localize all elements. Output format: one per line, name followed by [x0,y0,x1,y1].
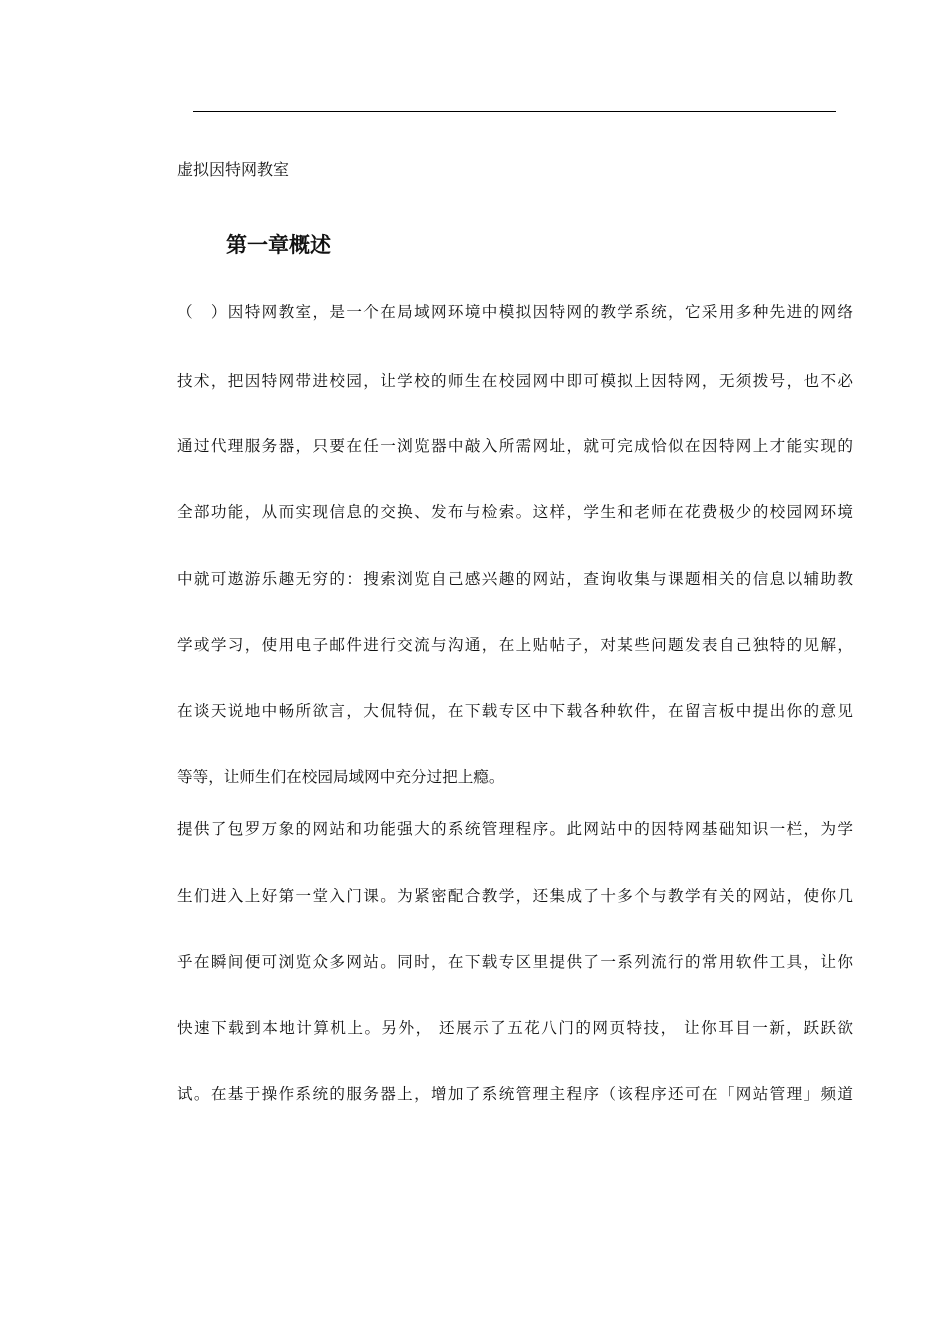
paragraph-line: 学或学习，使用电子邮件进行交流与沟通，在上贴帖子，对某些问题发表自己独特的见解， [177,636,853,654]
paragraph-line: 快速下载到本地计算机上。另外， 还展示了五花八门的网页特技， 让你耳目一新，跃跃欲 [177,1019,853,1037]
paragraph-line: （ ）因特网教室，是一个在局域网环境中模拟因特网的教学系统，它采用多种先进的网络 [177,303,853,321]
document-header-label: 虚拟因特网教室 [177,160,290,179]
paragraph-line: 提供了包罗万象的网站和功能强大的系统管理程序。此网站中的因特网基础知识一栏，为学 [177,820,853,838]
paragraph-line: 乎在瞬间便可浏览众多网站。同时，在下载专区里提供了一系列流行的常用软件工具，让你 [177,953,853,971]
paragraph-line: 通过代理服务器，只要在任一浏览器中敲入所需网址，就可完成恰似在因特网上才能实现的 [177,437,853,455]
paragraph-line: 试。在基于操作系统的服务器上，增加了系统管理主程序（该程序还可在「网站管理」频道 [177,1085,853,1103]
paragraph-line: 在谈天说地中畅所欲言，大侃特侃，在下载专区中下载各种软件，在留言板中提出你的意见 [177,702,853,720]
header-rule [193,111,836,112]
paragraph-line: 生们进入上好第一堂入门课。为紧密配合教学，还集成了十多个与教学有关的网站，使你几 [177,887,853,905]
paragraph-line: 中就可遨游乐趣无穷的：搜索浏览自己感兴趣的网站，查询收集与课题相关的信息以辅助教 [177,570,853,588]
paragraph-line: 等等，让师生们在校园局域网中充分过把上瘾。 [177,768,505,786]
chapter-title: 第一章概述 [226,233,331,257]
paragraph-line: 技术，把因特网带进校园，让学校的师生在校园网中即可模拟上因特网，无须拨号，也不必 [177,372,853,390]
paragraph-line: 全部功能，从而实现信息的交换、发布与检索。这样，学生和老师在花费极少的校园网环境 [177,503,853,521]
